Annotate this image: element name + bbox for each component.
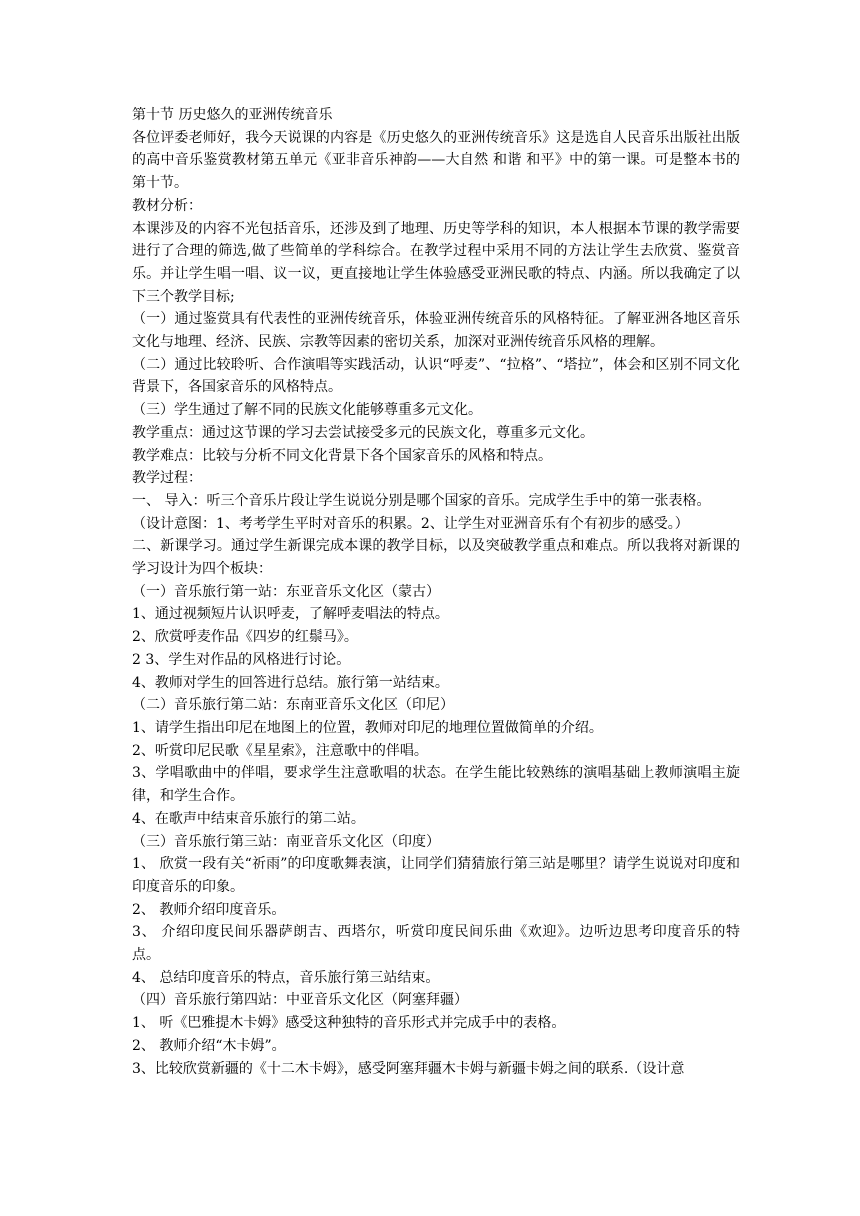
stop-3-item-4: 4、 总结印度音乐的特点，音乐旅行第三站结束。 — [132, 969, 440, 986]
stop-3-item-1: 1、 欣赏一段有关“祈雨”的印度歌舞表演，让同学们猜猜旅行第三站是哪里？请学生说说对印度和印度音乐的印象。 — [132, 856, 740, 895]
stop-3-item-3: 3、 介绍印度民间乐器萨朗吉、西塔尔，听赏印度民间乐曲《欢迎》。边听边思考印度音乐的特点。 — [132, 924, 740, 964]
stop-1-item-3: 2 3、学生对作品的风格进行讨论。 — [132, 651, 351, 668]
stop-2-item-1: 1、请学生指出印尼在地图上的位置，教师对印尼的地理位置做简单的介绍。 — [132, 719, 603, 736]
teaching-difficulty: 教学难点：比较与分析不同文化背景下各个国家音乐的风格和特点。 — [132, 447, 552, 464]
stop-1-heading: （一）音乐旅行第一站：东亚音乐文化区（蒙古） — [132, 583, 440, 600]
teaching-goal-3: （三）学生通过了解不同的民族文化能够尊重多元文化。 — [132, 402, 482, 419]
stop-2-item-3: 3、学唱歌曲中的伴唱，要求学生注意歌唱的状态。在学生能比较熟练的演唱基础上教师演唱主旋律，和学生合作。 — [132, 765, 740, 805]
stop-4-item-1: 1、 听《巴雅提木卡姆》感受这种独特的音乐形式并完成手中的表格。 — [132, 1015, 566, 1032]
design-intent-note: （设计意图：1、考考学生平时对音乐的积累。2、让学生对亚洲音乐有个有初步的感受。） — [132, 515, 689, 532]
teaching-goal-1: （一）通过鉴赏具有代表性的亚洲传统音乐，体验亚洲传统音乐的风格特征。了解亚洲各地区音乐文化与地理、经济、民族、宗教等因素的密切关系，加深对亚洲传统音乐风格的理解。 — [132, 311, 740, 351]
stop-2-item-2: 2、听赏印尼民歌《星星索》，注意歌中的伴唱。 — [132, 742, 428, 759]
process-step-1: 一、 导入：听三个音乐片段让学生说说分别是哪个国家的音乐。完成学生手中的第一张表格。 — [132, 492, 711, 509]
stop-3-heading: （三）音乐旅行第三站：南亚音乐文化区（印度） — [132, 833, 440, 850]
document-body — [132, 104, 740, 1080]
section-title: 第十节 历史悠久的亚洲传统音乐 — [132, 107, 333, 123]
material-analysis-heading: 教材分析： — [132, 197, 202, 214]
stop-1-item-2: 2、欣赏呼麦作品《四岁的红鬃马》。 — [132, 629, 358, 646]
stop-4-heading: （四）音乐旅行第四站：中亚音乐文化区（阿塞拜疆） — [132, 992, 468, 1009]
teaching-process-heading: 教学过程： — [132, 470, 202, 487]
stop-4-item-2: 2、 教师介绍“木卡姆”。 — [132, 1037, 286, 1054]
intro-paragraph: 各位评委老师好，我今天说课的内容是《历史悠久的亚洲传统音乐》这是选自人民音乐出版社出版的高中音乐鉴赏教材第五单元《亚非音乐神韵——大自然 和谐 和平》中的第一课。可是整本书的第十节。 — [132, 129, 740, 192]
stop-2-item-4: 4、在歌声中结束音乐旅行的第二站。 — [132, 810, 365, 827]
stop-4-item-3: 3、比较欣赏新疆的《十二木卡姆》，感受阿塞拜疆木卡姆与新疆卡姆之间的联系.（设计意 — [132, 1060, 685, 1077]
stop-3-item-2: 2、 教师介绍印度音乐。 — [132, 901, 286, 918]
material-analysis-paragraph: 本课涉及的内容不光包括音乐，还涉及到了地理、历史等学科的知识，本人根据本节课的教学需要进行了合理的筛选,做了些简单的学科综合。在教学过程中采用不同的方法让学生去欣赏、鉴赏音乐。并让学生唱一唱、议一议，更直接地让学生体验感受亚洲民歌的特点、内涵。所以我确定了以下三个教学目标; — [132, 220, 740, 305]
stop-1-item-1: 1、通过视频短片认识呼麦，了解呼麦唱法的特点。 — [132, 606, 449, 623]
process-step-2: 二、新课学习。通过学生新课完成本课的教学目标，以及突破教学重点和难点。所以我将对新课的学习设计为四个板块： — [132, 538, 740, 578]
stop-2-heading: （二）音乐旅行第二站：东南亚音乐文化区（印尼） — [132, 697, 454, 714]
teaching-key-point: 教学重点：通过这节课的学习去尝试接受多元的民族文化，尊重多元文化。 — [132, 424, 594, 441]
stop-1-item-4: 4、教师对学生的回答进行总结。旅行第一站结束。 — [132, 674, 449, 691]
teaching-goal-2: （二）通过比较聆听、合作演唱等实践活动，认识“呼麦”、“拉格”、“塔拉”，体会和区别不同文化背景下，各国家音乐的风格特点。 — [132, 356, 740, 396]
